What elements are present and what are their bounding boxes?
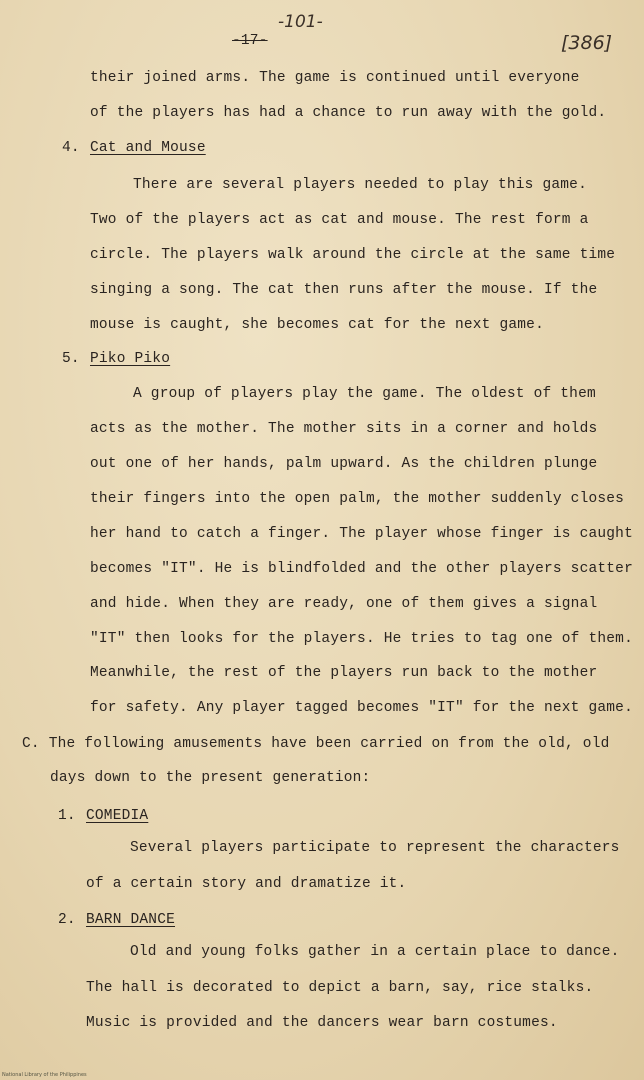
text-line: acts as the mother. The mother sits in a corner and holds — [90, 421, 598, 437]
text-line: of a certain story and dramatize it. — [86, 876, 407, 892]
text-line: mouse is caught, she becomes cat for the next game. — [90, 317, 544, 333]
text-line: "IT" then looks for the players. He tries to tag one of them. — [90, 631, 633, 647]
text-line: Music is provided and the dancers wear barn costumes. — [86, 1015, 558, 1031]
section-heading: COMEDIA — [86, 808, 149, 824]
text-line: singing a song. The cat then runs after the mouse. If the — [90, 282, 598, 298]
text-line: and hide. When they are ready, one of them gives a signal — [90, 596, 598, 612]
archive-footer: National Library of the Philippines — [2, 1072, 87, 1078]
item-number: 5. — [62, 351, 80, 367]
archive-number: [386] — [561, 32, 613, 54]
text-line: Meanwhile, the rest of the players run back to the mother — [90, 665, 598, 681]
text-line: her hand to catch a finger. The player whose finger is caught — [90, 526, 633, 542]
item-number: 1. — [58, 808, 76, 824]
text-line: their fingers into the open palm, the mother suddenly closes — [90, 491, 625, 507]
text-line: There are several players needed to play this game. — [133, 177, 587, 193]
text-line: days down to the present generation: — [50, 770, 371, 786]
section-heading: BARN DANCE — [86, 912, 176, 928]
text-line: Old and young folks gather in a certain place to dance. — [130, 944, 620, 960]
text-line: for safety. Any player tagged becomes "IT" for the next game. — [90, 700, 633, 716]
item-number: 2. — [58, 912, 76, 928]
handwritten-page-number: -101- — [278, 12, 323, 32]
item-number: 4. — [62, 140, 80, 156]
typed-page-number: -17- — [232, 33, 268, 49]
section-heading: Piko Piko — [90, 351, 171, 367]
text-line: becomes "IT". He is blindfolded and the other players scatter — [90, 561, 633, 577]
text-line: A group of players play the game. The oldest of them — [133, 386, 596, 402]
text-line: out one of her hands, palm upward. As the children plunge — [90, 456, 598, 472]
section-heading: Cat and Mouse — [90, 140, 206, 156]
text-line: C. The following amusements have been carried on from the old, old — [22, 736, 610, 752]
text-line: The hall is decorated to depict a barn, say, rice stalks. — [86, 980, 594, 996]
text-line: their joined arms. The game is continued until everyone — [90, 70, 580, 86]
text-line: Several players participate to represent the characters — [130, 840, 620, 856]
text-line: circle. The players walk around the circle at the same time — [90, 247, 616, 263]
text-line: Two of the players act as cat and mouse. The rest form a — [90, 212, 589, 228]
text-line: of the players has had a chance to run away with the gold. — [90, 105, 607, 121]
